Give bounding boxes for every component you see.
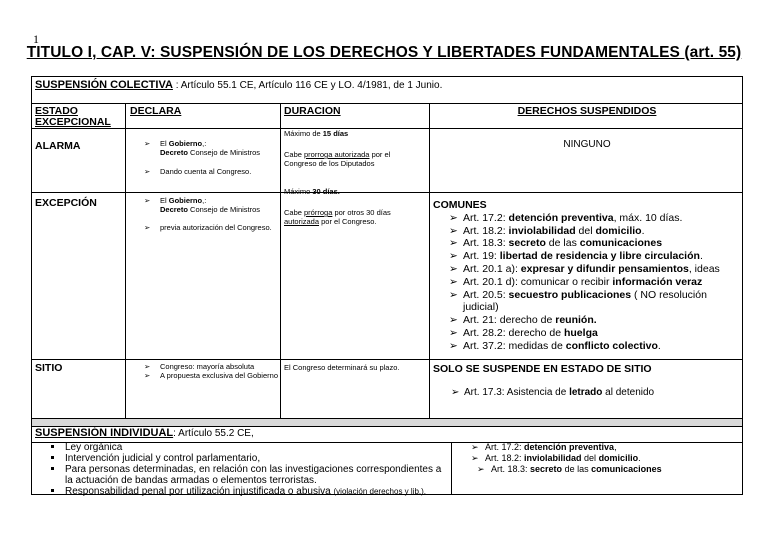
text: Responsabilidad penal por utilización injustificada o abusiva (65, 486, 334, 497)
alarma-duracion (284, 129, 424, 168)
estado-sitio: SITIO (35, 362, 63, 374)
text: A propuesta exclusiva del Gobierno (160, 371, 278, 380)
square-bullet-icon (51, 489, 54, 492)
column-divider (429, 103, 430, 418)
list-item (453, 453, 743, 464)
text: Intervención judicial y control parlamentario, (65, 453, 261, 464)
colectiva-row (35, 80, 442, 92)
text: El (160, 139, 169, 148)
list-item (32, 442, 450, 453)
text: Cabe (284, 208, 305, 217)
colectiva-label: SUSPENSIÓN COLECTIVA (35, 79, 173, 91)
page-title: TITULO I, CAP. V: SUSPENSIÓN DE LOS DERECHOS Y LIBERTADES FUNDAMENTALES (art. 55) (26, 44, 742, 61)
table-divider (32, 359, 742, 360)
text: inviolabilidad (524, 453, 582, 463)
header-estado: ESTADO EXCEPCIONAL (35, 105, 111, 128)
text: Gobierno (168, 196, 203, 205)
arrow-bullet-icon: ➢ (449, 275, 458, 288)
text: inviolabilidad (508, 224, 576, 237)
arrow-bullet-icon: ➢ (471, 442, 479, 452)
arrow-bullet-icon: ➢ (477, 464, 485, 474)
text: Art. 20.1 d): comunicar o recibir (463, 275, 613, 288)
separator-band (32, 418, 742, 426)
column-divider (451, 442, 452, 495)
text: del (575, 224, 596, 237)
text: por otros 30 días (332, 208, 391, 217)
header-duracion: DURACION (284, 105, 341, 117)
arrow-bullet-icon: ➢ (449, 250, 458, 263)
text: Congreso: mayoría absoluta (160, 362, 255, 371)
text: domicilio (595, 224, 642, 237)
colectiva-ref: : Artículo 55.1 CE, Artículo 116 CE y LO. 4/1981, de 1 Junio. (172, 80, 443, 91)
arrow-bullet-icon: ➢ (451, 387, 460, 398)
arrow-bullet-icon: ➢ (449, 211, 458, 224)
arrow-bullet-icon: ➢ (449, 314, 458, 327)
text: libertad de residencia y libre circulación (499, 250, 700, 263)
text: Gobierno (168, 139, 203, 148)
list-item (32, 464, 450, 486)
text: de las (562, 464, 592, 474)
text: Para personas determinadas, en relación con las investigaciones correspondientes a la actuación de bandas armadas o elementos terroristas. (65, 464, 442, 486)
comunes-item (433, 327, 741, 340)
list-item (453, 442, 743, 453)
arrow-bullet-icon: ➢ (449, 262, 458, 275)
sitio-declara (142, 362, 278, 380)
text: Art. 28.2: derecho de (463, 326, 564, 339)
text: comunicaciones (579, 237, 663, 250)
text: Art. 37.2: medidas de (463, 339, 566, 352)
text: Máximo de (284, 129, 323, 138)
text: secreto (508, 237, 546, 250)
text: Cabe (284, 150, 305, 159)
arrow-bullet-icon: ➢ (144, 167, 151, 176)
text: por el Congreso. (319, 217, 377, 226)
list-item (32, 486, 450, 497)
text: ( NO resolución judicial) (463, 288, 707, 314)
text: Dando cuenta al Congreso. (160, 167, 252, 176)
header-declara: DECLARA (130, 105, 182, 117)
comunes-item (433, 212, 741, 225)
individual-row (35, 428, 254, 440)
text: expresar y difundir pensamientos (520, 262, 689, 275)
text: El (160, 196, 169, 205)
text: Decreto (160, 205, 188, 214)
text: Art. 19: (463, 250, 500, 263)
comunes-item (433, 237, 741, 250)
text: letrado (569, 387, 603, 398)
comunes-item (433, 276, 741, 289)
text: Art. 18.2: (485, 453, 525, 463)
text: 15 días (322, 129, 349, 138)
arrow-bullet-icon: ➢ (144, 223, 151, 232)
text: Consejo de Ministros (187, 148, 261, 157)
arrow-bullet-icon: ➢ (471, 453, 479, 463)
comunes-item (433, 263, 741, 276)
estado-excepcion: EXCEPCIÓN (35, 197, 97, 209)
square-bullet-icon (51, 456, 54, 459)
text: huelga (563, 326, 598, 339)
text: . (699, 250, 703, 263)
text: prórroga (304, 208, 333, 217)
comunes-item (433, 314, 741, 327)
comunes-heading: COMUNES (433, 199, 487, 211)
text: al detenido (602, 387, 655, 398)
list-item (453, 464, 743, 475)
page-number: 1 (33, 32, 39, 46)
comunes-item (433, 340, 741, 353)
arrow-bullet-icon: ➢ (144, 362, 151, 371)
square-bullet-icon (51, 467, 54, 470)
text: autorizada (284, 217, 320, 226)
alarma-derechos: NINGUNO (563, 139, 611, 150)
text: . (638, 453, 641, 463)
arrow-bullet-icon: ➢ (144, 371, 151, 380)
text: Art. 18.3: (491, 464, 531, 474)
arrow-bullet-icon: ➢ (449, 237, 458, 250)
list-item (32, 453, 450, 464)
comunes-item (433, 250, 741, 263)
individual-label: SUSPENSIÓN INDIVIDUAL (35, 427, 174, 439)
alarma-declara (142, 139, 278, 176)
arrow-bullet-icon: ➢ (449, 326, 458, 339)
text: ,: (202, 196, 207, 205)
text: previa autorización del Congreso. (160, 223, 272, 232)
sitio-duracion: El Congreso determinará su plazo. (284, 363, 400, 372)
arrow-bullet-icon: ➢ (449, 288, 458, 301)
excepcion-declara (142, 196, 278, 232)
text: , máx. 10 días. (613, 211, 683, 224)
text: Consejo de Ministros (187, 205, 261, 214)
text: Art. 17.3: Asistencia de (464, 387, 570, 398)
comunes-item (433, 225, 741, 238)
arrow-bullet-icon: ➢ (449, 339, 458, 352)
sitio-heading: SOLO SE SUSPENDE EN ESTADO DE SITIO (433, 363, 652, 375)
arrow-bullet-icon: ➢ (449, 224, 458, 237)
text: ,: (202, 139, 207, 148)
text: Art. 18.3: (463, 237, 509, 250)
excepcion-derechos (433, 199, 741, 353)
individual-left (32, 442, 450, 497)
text: secreto (530, 464, 563, 474)
estado-alarma: ALARMA (35, 140, 81, 152)
excepcion-duracion (284, 187, 414, 226)
header-derechos: DERECHOS SUSPENDIDOS (517, 105, 657, 117)
arrow-bullet-icon: ➢ (144, 196, 151, 205)
individual-right (453, 442, 743, 475)
text: conflicto colectivo (565, 339, 658, 352)
text: . (641, 224, 645, 237)
table-divider (32, 103, 742, 104)
text: detención preventiva (524, 442, 615, 452)
table-divider (32, 418, 742, 419)
summary-table (31, 76, 743, 495)
column-divider (280, 103, 281, 418)
text: detención preventiva (508, 211, 614, 224)
column-divider (125, 103, 126, 418)
text: Art. 20.5: (463, 288, 509, 301)
individual-right-list (453, 442, 743, 475)
text: . (657, 339, 661, 352)
square-bullet-icon (51, 445, 54, 448)
text: secuestro publicaciones (508, 288, 632, 301)
individual-left-list (32, 442, 450, 486)
text: Ley orgánica (65, 442, 123, 453)
text: Art. 17.2: (485, 442, 525, 452)
text: Art. 18.2: (463, 224, 509, 237)
text: , (614, 442, 617, 452)
text: Art. 20.1 a): (463, 262, 521, 275)
text: (violación derechos y lib.). (333, 487, 426, 496)
arrow-bullet-icon: ➢ (144, 139, 151, 148)
comunes-item (433, 289, 741, 315)
text: , ideas (688, 262, 720, 275)
text: de las (545, 237, 580, 250)
sitio-derechos (433, 363, 741, 399)
text: por el Congreso de los Diputados (284, 150, 391, 168)
text: información veraz (612, 275, 703, 288)
text: 30 días. (312, 187, 340, 196)
text: Máximo (284, 187, 313, 196)
individual-ref: : Artículo 55.2 CE, (173, 428, 254, 439)
text: domicilio (598, 453, 639, 463)
text: Art. 21: derecho de (463, 314, 556, 327)
comunes-list (433, 212, 741, 353)
text: Decreto (160, 148, 188, 157)
text: del (581, 453, 599, 463)
text: Art. 17.2: (463, 211, 509, 224)
text: comunicaciones (591, 464, 662, 474)
text: prorroga autorizada (304, 150, 370, 159)
text: reunión. (555, 314, 597, 327)
